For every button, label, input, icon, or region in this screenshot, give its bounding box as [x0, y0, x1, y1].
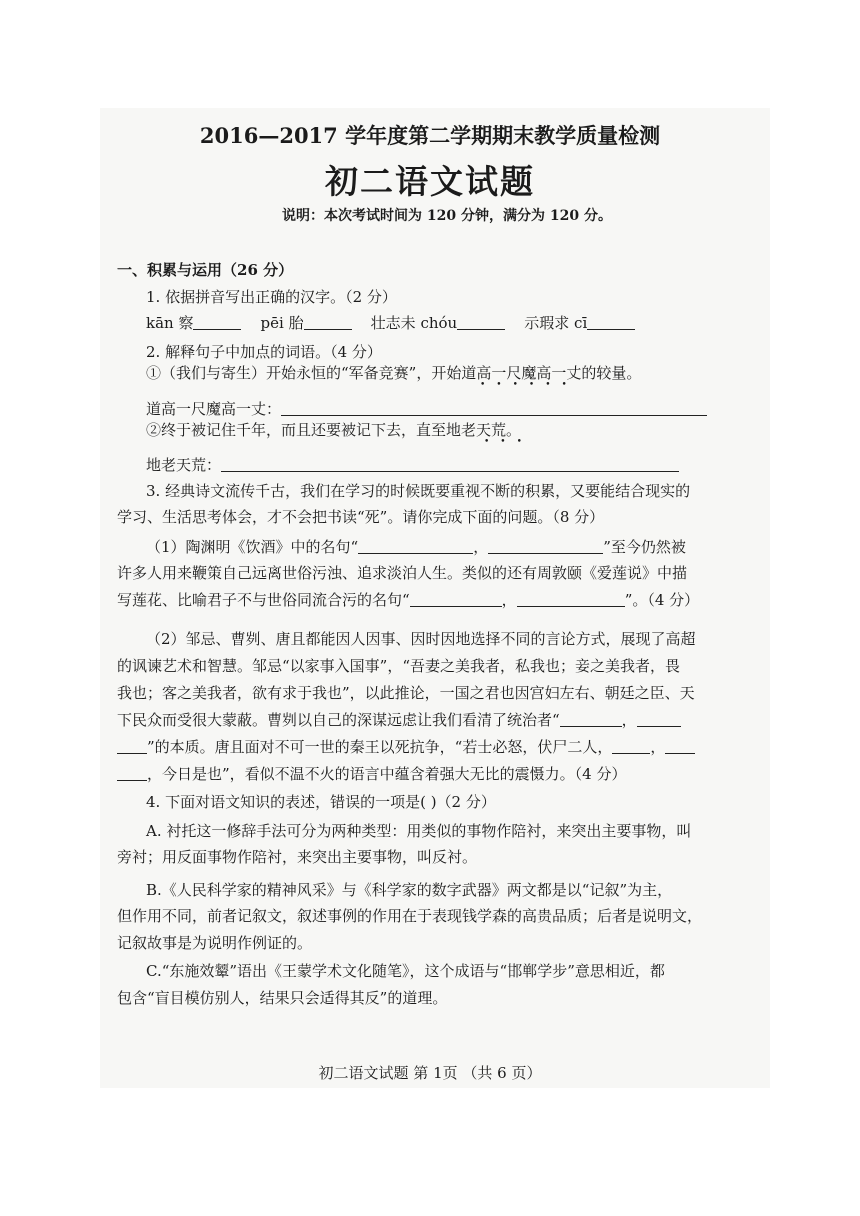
- q3-part1-blank-2[interactable]: [488, 538, 603, 554]
- q3-part2-line-5: [117, 737, 695, 757]
- q4-option-c-line-2: 包含“盲目模仿别人，结果只会适得其反”的道理。: [117, 989, 448, 1007]
- q2-term-2: [146, 455, 679, 475]
- q3-part1-line-2: 许多人用来鞭策自己远离世俗污浊、追求淡泊人生。类似的还有周敦颐《爱莲说》中描: [117, 564, 688, 582]
- exam-title: 2016—2017 学年度第二学期期末教学质量检测: [199, 123, 661, 148]
- q2-sentence-1: ①（我们与寄生）开始永恒的“军备竞赛”，开始道高一尺魔高一丈的较量。: [146, 364, 642, 382]
- q3-part2-text-c: ”的本质。唐且面对不可一世的秦王以死抗争，“若士必怒，伏尸二人，: [147, 738, 613, 756]
- q4-option-a-line-2: 旁衬；用反面事物作陪衬，来突出主要事物，叫反衬。: [117, 848, 478, 866]
- q4-option-b-line-2: 但作用不同，前者记叙文，叙述事例的作用在于表现钱学森的高贵品质；后者是说明文，: [117, 907, 703, 925]
- q3-part2-text-d: ，: [650, 738, 666, 756]
- q3-part2-line-4: [117, 710, 681, 730]
- q1-answer-blank-4[interactable]: [587, 314, 635, 330]
- q2-emphasis-dots-1: ••••••: [480, 380, 578, 390]
- q1-item-4: 示瑕求 cī: [524, 314, 588, 332]
- q3-part2-line-6: [117, 764, 626, 784]
- q3-part1-text-e: ，: [501, 591, 517, 609]
- q2-answer-blank-1[interactable]: [281, 400, 707, 416]
- q4-stem: 4. 下面对语文知识的表述，错误的一项是( )（2 分）: [146, 793, 496, 811]
- q1-answer-blank-2[interactable]: [304, 314, 352, 330]
- q1-stem: 1. 依据拼音写出正确的汉字。（2 分）: [146, 288, 397, 306]
- q3-part2-blank-2-cont[interactable]: [117, 738, 147, 754]
- q2-answer-blank-2[interactable]: [221, 456, 679, 472]
- q4-option-c-line-1: C.“东施效颦”语出《王蒙学术文化随笔》，这个成语与“邯郸学步”意思相近，都: [146, 962, 665, 980]
- q3-part1-blank-1[interactable]: [358, 538, 473, 554]
- paper-title: 初二语文试题: [325, 162, 535, 201]
- q2-term-1-label: 道高一尺魔高一丈：: [146, 400, 282, 418]
- q3-part2-blank-1[interactable]: [560, 711, 622, 727]
- q3-line-2: 学习、生活思考体会，才不会把书读“死”。请你完成下面的问题。（8 分）: [117, 508, 605, 526]
- q3-part1-line-1: [146, 537, 686, 557]
- q3-part1-line-3: [117, 590, 699, 610]
- section-heading: 一、积累与运用（26 分）: [117, 261, 294, 279]
- q3-part2-text-b: ，: [621, 711, 637, 729]
- q3-part1-blank-3[interactable]: [410, 591, 502, 607]
- q3-part2-line-2: 的讽谏艺术和智慧。邹忌“以家事入国事”，“吾妻之美我者，私我也；妾之美我者，畏: [117, 657, 681, 675]
- q4-option-b-line-3: 记叙故事是为说明作例证的。: [117, 934, 313, 952]
- q2-term-2-label: 地老天荒：: [146, 456, 222, 474]
- q3-part1-text-d: 写莲花、比喻君子不与世俗同流合污的名句“: [117, 591, 410, 609]
- q3-part2-blank-4[interactable]: [665, 738, 695, 754]
- q4-option-a-line-1: A. 衬托这一修辞手法可分为两种类型：用类似的事物作陪衬，来突出主要事物，叫: [146, 822, 692, 840]
- q1-items: [146, 313, 635, 333]
- q3-part1-blank-4[interactable]: [517, 591, 625, 607]
- q4-option-b-line-1: B.《人民科学家的精神风采》与《科学家的数字武器》两文都是以“记叙”为主，: [146, 881, 673, 899]
- q1-item-1: kān 察: [146, 314, 194, 332]
- q2-term-1: [146, 399, 707, 419]
- q3-part1-text-f: ”。（4 分）: [624, 591, 700, 609]
- q3-part1-text-a: （1）陶渊明《饮酒》中的名句“: [146, 538, 359, 556]
- q1-item-3: 壮志未 chóu: [370, 314, 458, 332]
- q2-sentence-2: ②终于被记住千年，而且还要被记下去，直至地老天荒。: [146, 421, 522, 439]
- q1-answer-blank-1[interactable]: [193, 314, 241, 330]
- q1-answer-blank-3[interactable]: [457, 314, 505, 330]
- q3-part2-blank-4-cont[interactable]: [117, 765, 147, 781]
- q3-part2-line-3: 我也；客之美我者，欲有求于我也”，以此推论，一国之君也因宫妇左右、朝廷之臣、天: [117, 684, 695, 702]
- q3-part1-text-b: ，: [473, 538, 489, 556]
- q2-emphasis-dots-2: •••: [484, 437, 533, 447]
- q3-line-1: 3. 经典诗文流传千古，我们在学习的时候既要重视不断的积累，又要能结合现实的: [146, 482, 691, 500]
- exam-note: 说明：本次考试时间为 120 分钟，满分为 120 分。: [282, 208, 612, 224]
- q3-part2-text-e: ，今日是也”，看似不温不火的语言中蕴含着强大无比的震慑力。（4 分）: [147, 765, 627, 783]
- q3-part2-blank-2[interactable]: [637, 711, 681, 727]
- q1-item-2: pēi 胎: [260, 314, 304, 332]
- q3-part2-line-1: （2）邹忌、曹刿、唐且都能因人因事、因时因地选择不同的言论方式，展现了高超: [146, 630, 696, 648]
- q2-stem: 2. 解释句子中加点的词语。（4 分）: [146, 343, 382, 361]
- q3-part2-text-a: 下民众而受很大蒙蔽。曹刿以自己的深谋远虑让我们看清了统治者“: [117, 711, 560, 729]
- q3-part2-blank-3[interactable]: [612, 738, 650, 754]
- q3-part1-text-c: ”至今仍然被: [603, 538, 686, 556]
- page-footer: 初二语文试题 第 1页 （共 6 页）: [318, 1064, 542, 1082]
